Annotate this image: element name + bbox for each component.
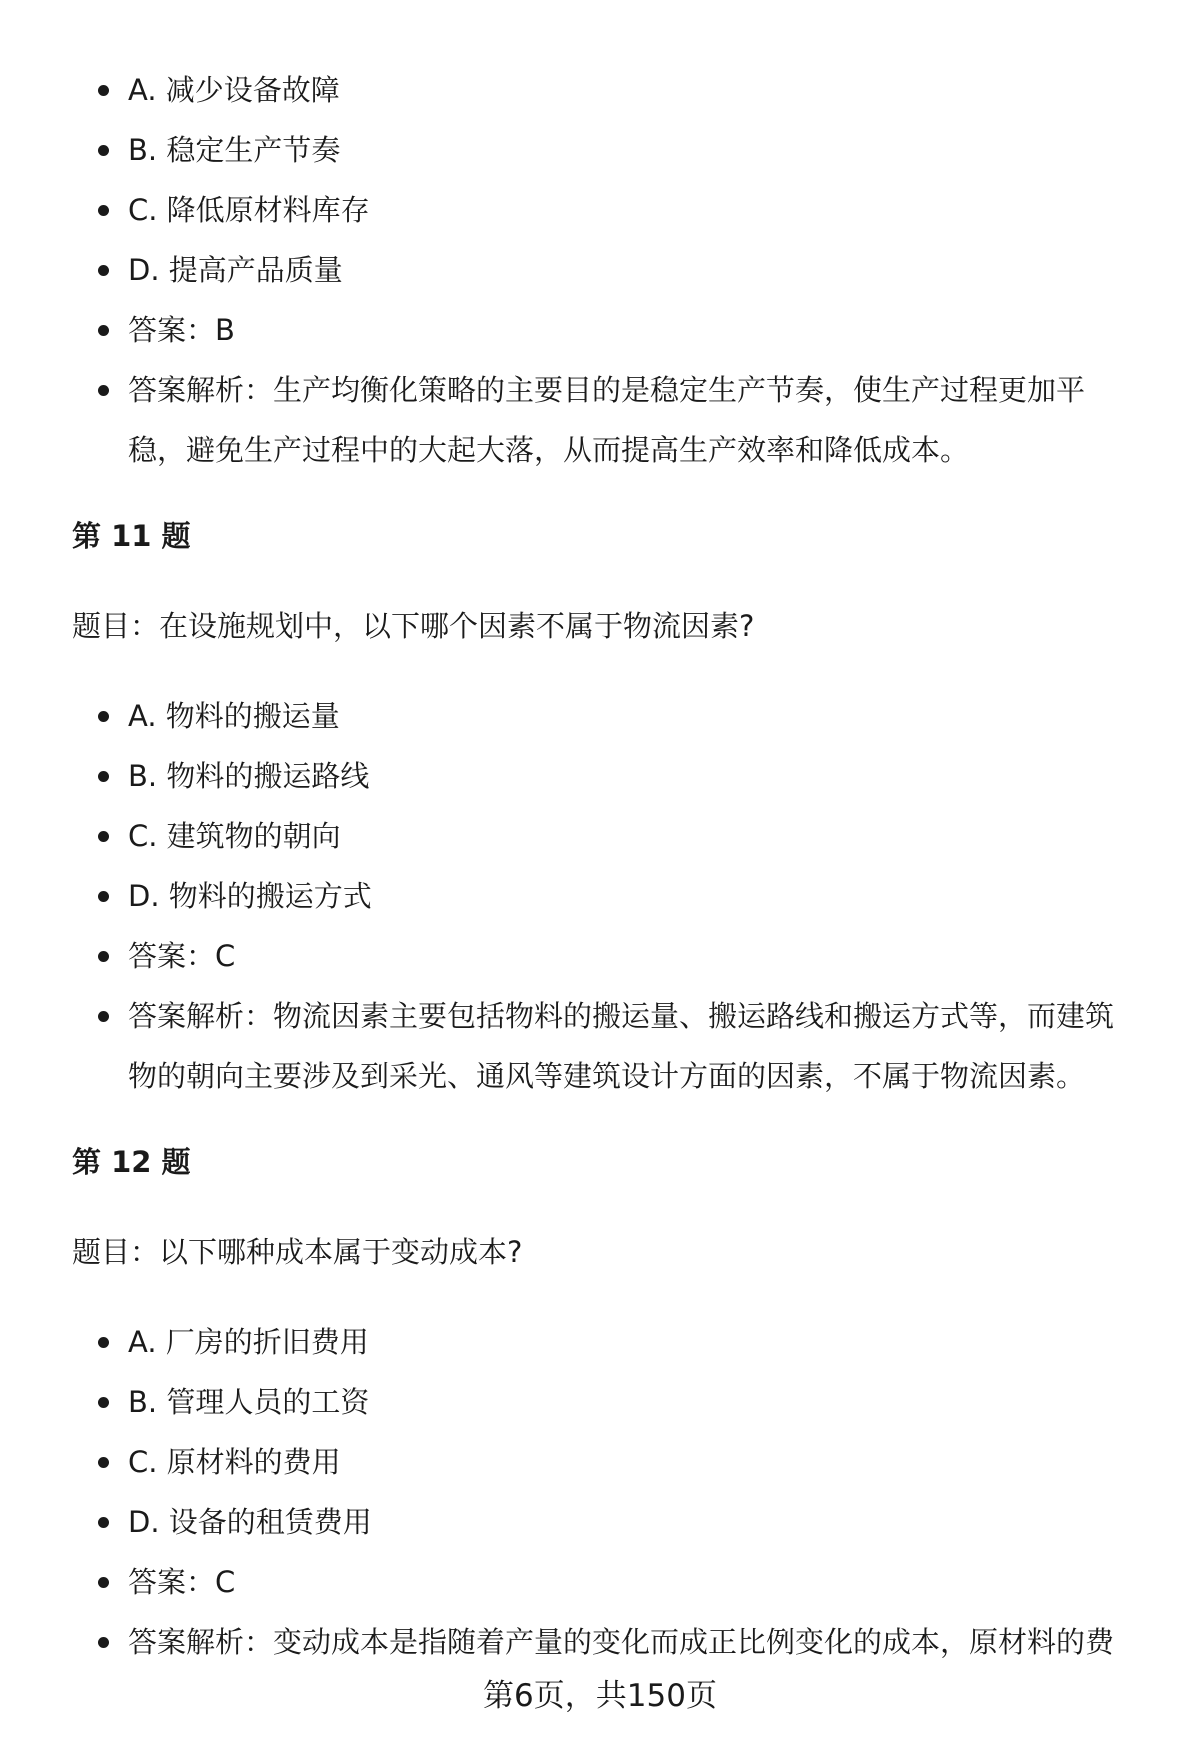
bullet-icon — [98, 1577, 109, 1588]
bullet-icon — [98, 205, 109, 216]
bullet-icon — [98, 711, 109, 722]
bullet-icon — [98, 1337, 109, 1348]
page-number: 第6页，共150页 — [483, 1678, 717, 1714]
list-item — [0, 1552, 1200, 1612]
list-item — [0, 986, 1200, 1106]
list-item — [0, 1492, 1200, 1552]
question-title: 第 11 题 — [72, 519, 191, 553]
list-item — [0, 926, 1200, 986]
option-b: B. 稳定生产节奏 — [128, 133, 341, 167]
option-c: C. 原材料的费用 — [128, 1445, 341, 1479]
option-c: C. 建筑物的朝向 — [128, 819, 341, 853]
bullet-icon — [98, 1517, 109, 1528]
list-item — [0, 300, 1200, 360]
bullet-icon — [98, 1637, 109, 1648]
list-item — [0, 686, 1200, 746]
bullet-icon — [98, 145, 109, 156]
option-d: D. 物料的搬运方式 — [128, 879, 372, 913]
list-item — [0, 1612, 1200, 1672]
bullet-icon — [98, 1397, 109, 1408]
option-list — [0, 1312, 1200, 1672]
option-list — [0, 686, 1200, 1106]
option-b: B. 管理人员的工资 — [128, 1385, 370, 1419]
bullet-icon — [98, 951, 109, 962]
list-item — [0, 746, 1200, 806]
option-a: A. 减少设备故障 — [128, 73, 340, 107]
option-d: D. 提高产品质量 — [128, 253, 343, 287]
list-item — [0, 240, 1200, 300]
bullet-icon — [98, 1011, 109, 1022]
list-item — [0, 1432, 1200, 1492]
bullet-icon — [98, 385, 109, 396]
answer-text: 答案：C — [128, 1565, 236, 1599]
option-a: A. 厂房的折旧费用 — [128, 1325, 369, 1359]
question-stem: 题目：以下哪种成本属于变动成本? — [72, 1235, 523, 1269]
list-item — [0, 806, 1200, 866]
question-stem: 题目：在设施规划中，以下哪个因素不属于物流因素? — [72, 609, 755, 643]
bullet-icon — [98, 771, 109, 782]
option-d: D. 设备的租赁费用 — [128, 1505, 372, 1539]
question-title: 第 12 题 — [72, 1145, 191, 1179]
option-a: A. 物料的搬运量 — [128, 699, 340, 733]
explanation-text: 答案解析：物流因素主要包括物料的搬运量、搬运路线和搬运方式等，而建筑物的朝向主要涉及到采光、通风等建筑设计方面的因素，不属于物流因素。 — [128, 999, 1115, 1093]
list-item — [0, 180, 1200, 240]
bullet-icon — [98, 85, 109, 96]
bullet-icon — [98, 325, 109, 336]
bullet-icon — [98, 1457, 109, 1468]
list-item — [0, 360, 1200, 480]
list-item — [0, 1372, 1200, 1432]
list-item — [0, 120, 1200, 180]
bullet-icon — [98, 265, 109, 276]
explanation-text: 答案解析：变动成本是指随着产量的变化而成正比例变化的成本，原材料的费 — [128, 1625, 1115, 1659]
bullet-icon — [98, 831, 109, 842]
answer-text: 答案：B — [128, 313, 235, 347]
list-item — [0, 866, 1200, 926]
option-c: C. 降低原材料库存 — [128, 193, 370, 227]
bullet-icon — [98, 891, 109, 902]
option-b: B. 物料的搬运路线 — [128, 759, 370, 793]
option-list — [0, 60, 1200, 480]
list-item — [0, 1312, 1200, 1372]
explanation-text: 答案解析：生产均衡化策略的主要目的是稳定生产节奏，使生产过程更加平稳，避免生产过程中的大起大落，从而提高生产效率和降低成本。 — [128, 373, 1086, 467]
list-item — [0, 60, 1200, 120]
answer-text: 答案：C — [128, 939, 236, 973]
